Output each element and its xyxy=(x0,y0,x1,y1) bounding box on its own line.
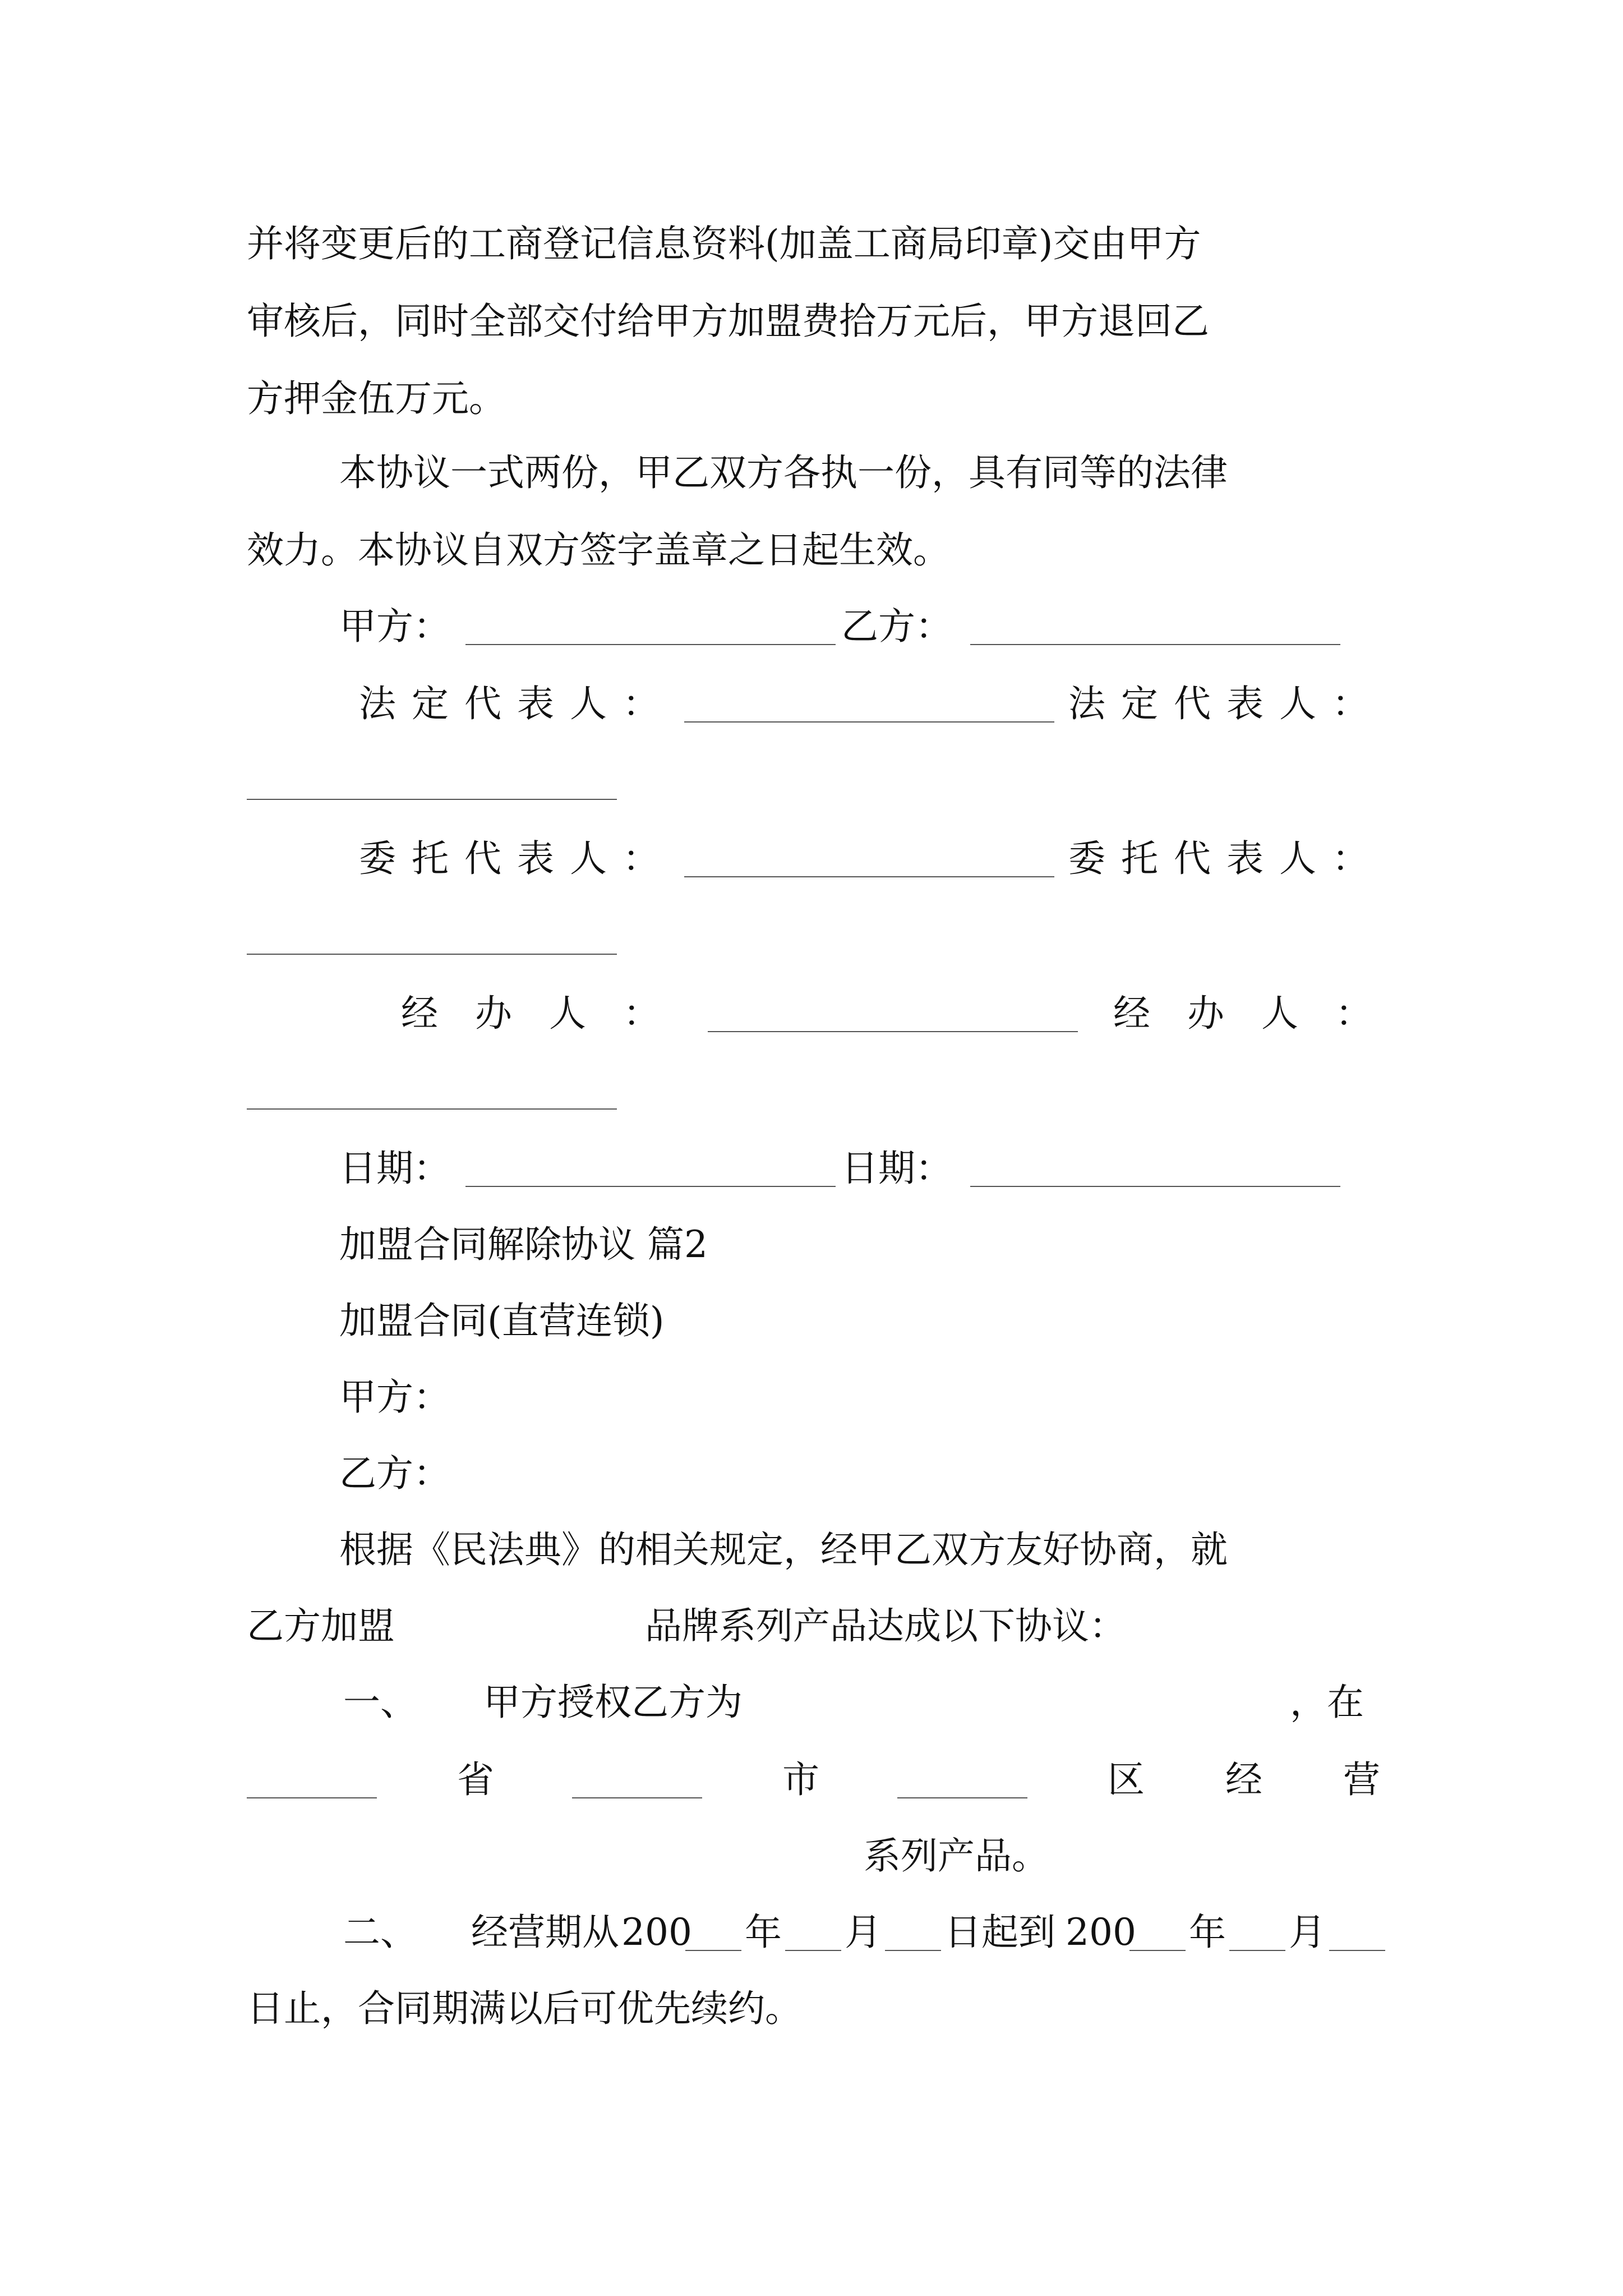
clause-1-number: 一、 xyxy=(343,1681,417,1724)
legal-rep-label-a: 法定代表人： xyxy=(359,682,675,725)
section-2-title: 加盟合同(直营连锁) xyxy=(339,1299,665,1342)
intro-line-2-start: 乙方加盟 xyxy=(247,1604,395,1648)
legal-rep-a-underline xyxy=(684,721,1054,723)
end-year-label: 年 xyxy=(1189,1911,1226,1954)
end-year-underline xyxy=(1129,1950,1186,1951)
end-month-underline xyxy=(1229,1950,1285,1951)
paragraph-1-line-2: 审核后，同时全部交付给甲方加盟费拾万元后，甲方退回乙 xyxy=(247,300,1209,343)
clause-1-text: 甲方授权乙方为 xyxy=(483,1681,743,1724)
clause-1-tail: 系列产品。 xyxy=(864,1834,1049,1878)
start-day-label: 日起到 xyxy=(944,1911,1055,1954)
handler-b-underline xyxy=(247,1108,617,1110)
paragraph-1-line-3: 方押金伍万元。 xyxy=(247,377,506,420)
section-2-party-a: 甲方： xyxy=(339,1375,450,1419)
date-label-b: 日期： xyxy=(841,1147,952,1190)
section-2-party-b: 乙方： xyxy=(339,1452,450,1495)
city-label: 市 xyxy=(782,1758,819,1801)
party-a-label: 甲方： xyxy=(339,605,450,648)
start-day-underline xyxy=(885,1950,941,1951)
start-year-prefix: 200 xyxy=(621,1911,692,1954)
party-b-underline xyxy=(970,644,1340,645)
province-label: 省 xyxy=(457,1758,494,1801)
section-2-heading: 加盟合同解除协议 篇2 xyxy=(339,1223,708,1266)
intro-line-2-end: 品牌系列产品达成以下协议： xyxy=(645,1604,1126,1648)
start-month-label: 月 xyxy=(845,1911,882,1954)
clause-2-last-line: 日止，合同期满以后可优先续约。 xyxy=(247,1987,802,2030)
handler-label-b: 经办人： xyxy=(1113,992,1409,1035)
entrusted-rep-b-underline xyxy=(247,954,617,955)
entrusted-rep-label-b: 委托代表人： xyxy=(1068,837,1385,880)
handler-label-a: 经办人： xyxy=(401,992,697,1035)
province-underline xyxy=(247,1797,377,1798)
operate-char-1: 经 xyxy=(1225,1758,1262,1801)
start-year-underline xyxy=(685,1950,741,1951)
city-underline xyxy=(572,1797,702,1798)
paragraph-1-line-1: 并将变更后的工商登记信息资料(加盖工商局印章)交由甲方 xyxy=(247,222,1201,265)
operate-char-2: 营 xyxy=(1343,1758,1380,1801)
end-day-underline xyxy=(1329,1950,1385,1951)
paragraph-2-line-2: 效力。本协议自双方签字盖章之日起生效。 xyxy=(247,528,950,572)
party-b-label: 乙方： xyxy=(841,605,952,648)
intro-line-1: 根据《民法典》的相关规定，经甲乙双方友好协商，就 xyxy=(339,1528,1228,1571)
date-a-underline xyxy=(465,1186,836,1187)
legal-rep-label-b: 法定代表人： xyxy=(1068,682,1385,725)
party-a-underline xyxy=(465,644,836,645)
end-year-prefix: 200 xyxy=(1066,1911,1136,1954)
start-year-label: 年 xyxy=(745,1911,782,1954)
clause-2-number: 二、 xyxy=(343,1911,417,1954)
clause-2-text: 经营期从 xyxy=(471,1911,619,1954)
legal-rep-b-underline xyxy=(247,799,617,800)
entrusted-rep-a-underline xyxy=(684,876,1054,877)
date-label-a: 日期： xyxy=(339,1147,450,1190)
start-month-underline xyxy=(785,1950,841,1951)
handler-a-underline xyxy=(708,1031,1078,1032)
district-label: 区 xyxy=(1108,1758,1145,1801)
date-b-underline xyxy=(970,1186,1340,1187)
entrusted-rep-label-a: 委托代表人： xyxy=(359,837,675,880)
paragraph-2-line-1: 本协议一式两份，甲乙双方各执一份，具有同等的法律 xyxy=(339,451,1228,494)
district-underline xyxy=(897,1797,1027,1798)
clause-1-end: ，在 xyxy=(1290,1681,1364,1724)
end-month-label: 月 xyxy=(1289,1911,1326,1954)
